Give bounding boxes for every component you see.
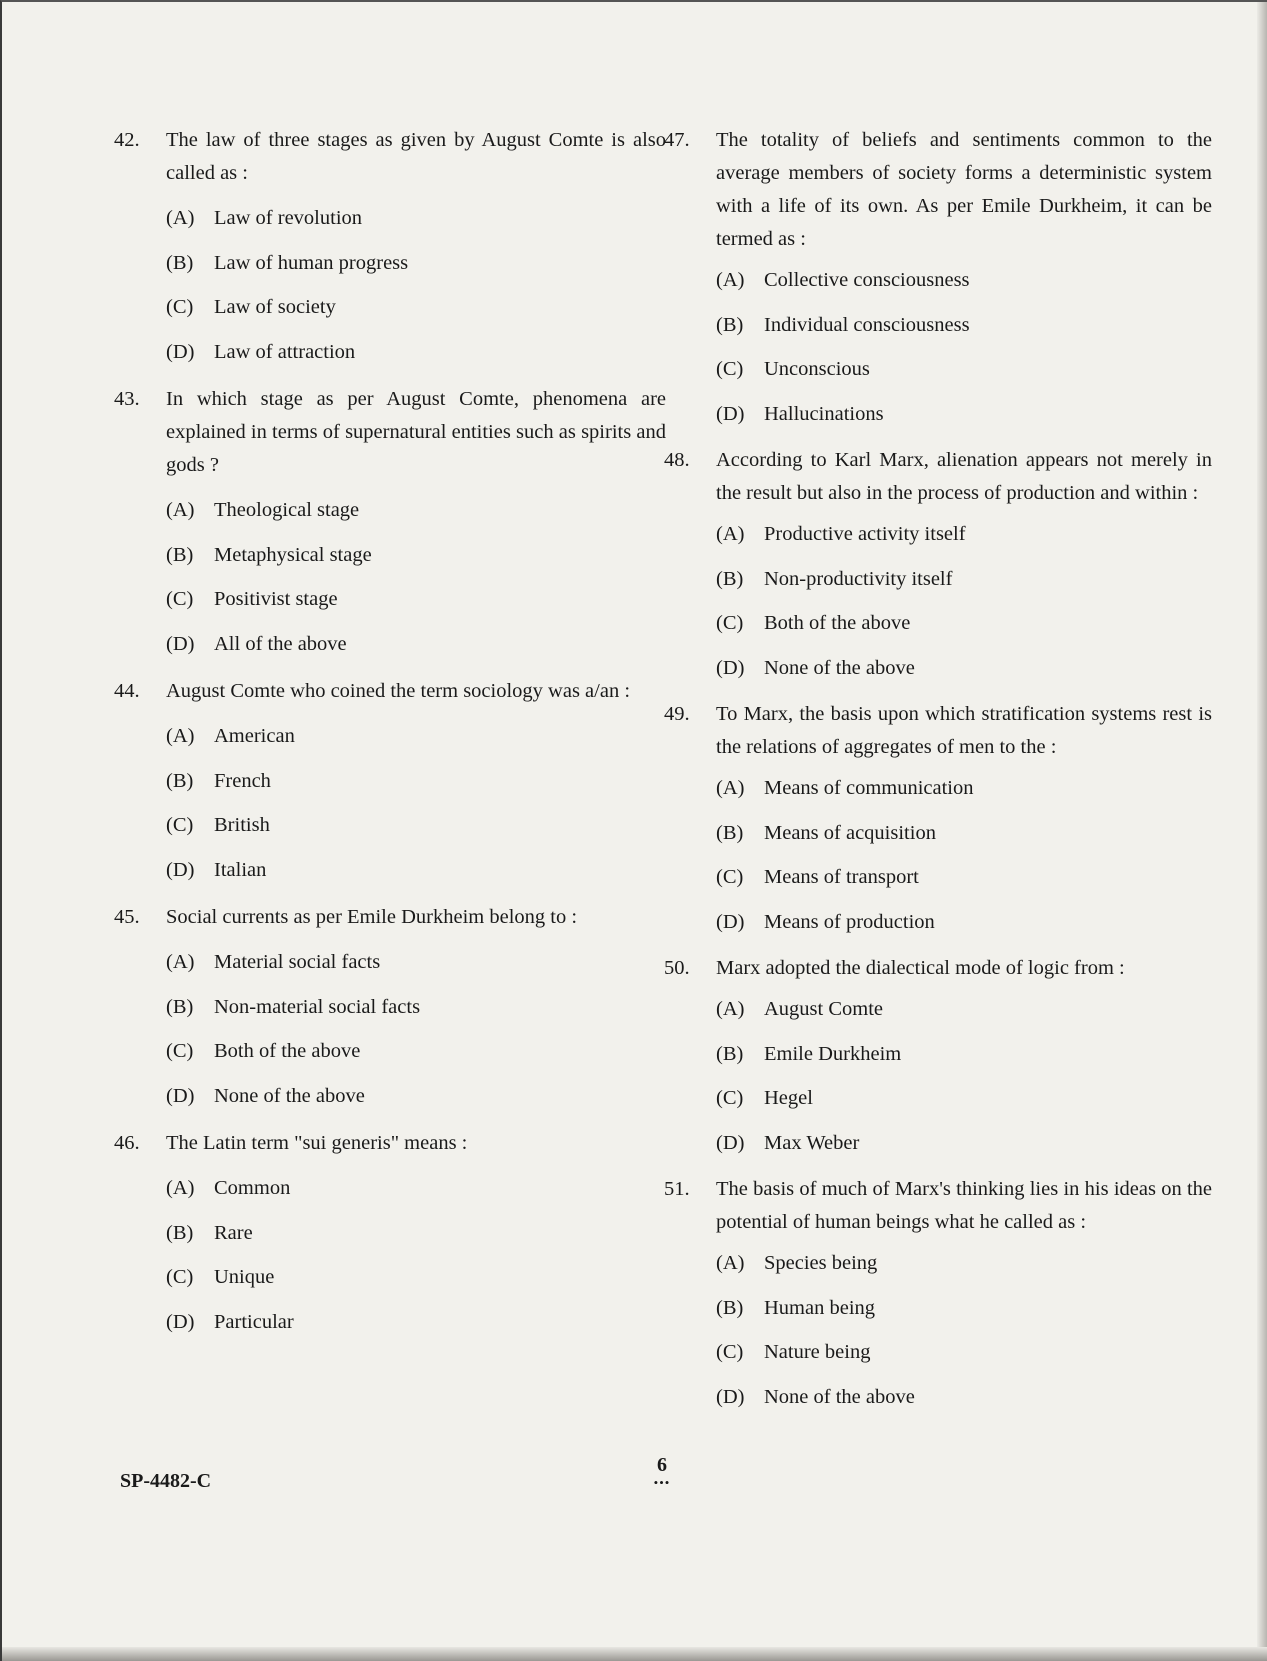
- option-label: (A): [716, 777, 745, 799]
- option-text: Means of transport: [764, 866, 919, 888]
- option-text: Emile Durkheim: [764, 1042, 902, 1065]
- option-a: [716, 264, 1212, 309]
- option-text: Human being: [764, 1296, 876, 1319]
- option-label: (B): [716, 1296, 744, 1319]
- option-text: Productive activity itself: [764, 523, 966, 545]
- option-text: Rare: [214, 1221, 253, 1244]
- question-43: [114, 383, 666, 672]
- question-number: 46.: [114, 1132, 140, 1154]
- option-label: (C): [166, 1040, 194, 1062]
- option-b: [716, 817, 1212, 862]
- option-d: [716, 652, 1212, 697]
- question-51: [664, 1173, 1212, 1425]
- question-text: To Marx, the basis upon which stratification systems rest is the relations of aggregates of men to the :: [716, 703, 1212, 758]
- question-number: 49.: [664, 703, 690, 725]
- options-list: [166, 494, 666, 672]
- option-label: (C): [716, 866, 744, 888]
- option-text: Theological stage: [214, 499, 360, 521]
- options-list: [166, 946, 666, 1124]
- option-d: [166, 1080, 666, 1125]
- question-text: The law of three stages as given by August Comte is also called as :: [166, 129, 666, 184]
- question-44: [114, 675, 666, 898]
- option-d: [166, 1306, 666, 1351]
- option-text: Collective consciousness: [764, 269, 970, 291]
- option-label: (A): [716, 269, 745, 291]
- option-d: [716, 1127, 1212, 1172]
- question-text: Marx adopted the dialectical mode of logic from :: [716, 957, 1125, 979]
- option-label: (D): [716, 910, 745, 933]
- option-label: (C): [716, 358, 744, 380]
- option-text: American: [214, 725, 295, 747]
- option-b: [716, 1038, 1212, 1083]
- option-label: (A): [166, 725, 195, 747]
- option-label: (C): [166, 814, 194, 836]
- option-c: [716, 1336, 1212, 1381]
- option-text: Italian: [214, 858, 267, 881]
- option-text: Hallucinations: [764, 402, 884, 425]
- option-text: Law of society: [214, 296, 336, 318]
- option-text: August Comte: [764, 998, 884, 1020]
- options-list: [166, 720, 666, 898]
- option-text: Law of attraction: [214, 340, 356, 363]
- option-c: [166, 291, 666, 336]
- option-c: [716, 607, 1212, 652]
- question-text: The totality of beliefs and sentiments common to the average members of society forms a deterministic system with a life of its own. As per Emile Durkheim, it can be termed as :: [716, 129, 1212, 250]
- option-b: [166, 991, 666, 1036]
- option-d: [166, 336, 666, 381]
- option-label: (C): [716, 612, 744, 634]
- options-list: [716, 993, 1212, 1171]
- page-dots: •••: [653, 1475, 671, 1490]
- option-label: (B): [166, 543, 194, 566]
- question-number: 51.: [664, 1178, 690, 1200]
- option-b: [166, 765, 666, 810]
- option-a: [716, 1247, 1212, 1292]
- option-text: Common: [214, 1177, 291, 1199]
- option-label: (B): [716, 1042, 744, 1065]
- option-text: Unique: [214, 1266, 275, 1288]
- option-b: [166, 539, 666, 584]
- option-label: (A): [166, 951, 195, 973]
- option-label: (D): [166, 1084, 195, 1107]
- option-text: Individual consciousness: [764, 313, 970, 336]
- question-47: [664, 124, 1212, 442]
- question-46: [114, 1127, 666, 1350]
- option-label: (A): [166, 499, 195, 521]
- option-d: [716, 398, 1212, 443]
- option-label: (B): [166, 995, 194, 1018]
- option-text: Nature being: [764, 1341, 871, 1363]
- option-d: [716, 906, 1212, 951]
- option-a: [166, 946, 666, 991]
- question-number: 45.: [114, 906, 140, 928]
- option-d: [166, 854, 666, 899]
- question-text: In which stage as per August Comte, phenomena are explained in terms of supernatural entities such as spirits and gods ?: [166, 388, 666, 476]
- option-label: (C): [166, 588, 194, 610]
- left-column: [114, 124, 666, 1350]
- option-label: (D): [716, 656, 745, 679]
- options-list: [716, 1247, 1212, 1425]
- options-list: [166, 202, 666, 380]
- option-text: Particular: [214, 1310, 294, 1333]
- option-text: French: [214, 769, 271, 792]
- option-d: [166, 628, 666, 673]
- options-list: [166, 1172, 666, 1350]
- question-text: The basis of much of Marx's thinking lies in his ideas on the potential of human beings what he called as :: [716, 1178, 1212, 1233]
- option-label: (A): [166, 1177, 195, 1199]
- question-text: The Latin term "sui generis" means :: [166, 1132, 468, 1154]
- option-text: Metaphysical stage: [214, 543, 372, 566]
- option-label: (D): [166, 340, 195, 363]
- option-a: [716, 772, 1212, 817]
- option-label: (B): [166, 251, 194, 274]
- option-b: [166, 247, 666, 292]
- option-label: (C): [166, 296, 194, 318]
- option-a: [716, 993, 1212, 1038]
- option-b: [716, 1292, 1212, 1337]
- option-c: [166, 809, 666, 854]
- option-label: (A): [716, 998, 745, 1020]
- options-list: [716, 772, 1212, 950]
- option-label: (D): [716, 402, 745, 425]
- question-text: Social currents as per Emile Durkheim belong to :: [166, 906, 578, 928]
- option-text: Non-productivity itself: [764, 567, 953, 590]
- question-text: August Comte who coined the term sociology was a/an :: [166, 680, 631, 702]
- option-c: [716, 861, 1212, 906]
- option-a: [166, 1172, 666, 1217]
- question-number: 42.: [114, 129, 140, 151]
- question-45: [114, 901, 666, 1124]
- question-42: [114, 124, 666, 380]
- option-label: (D): [166, 632, 195, 655]
- option-text: Means of acquisition: [764, 821, 936, 844]
- option-label: (D): [716, 1385, 745, 1408]
- option-c: [166, 1261, 666, 1306]
- option-text: None of the above: [764, 656, 915, 679]
- option-text: Both of the above: [764, 612, 911, 634]
- option-a: [166, 202, 666, 247]
- option-a: [166, 494, 666, 539]
- option-label: (A): [716, 1252, 745, 1274]
- option-text: British: [214, 814, 270, 836]
- option-c: [716, 353, 1212, 398]
- option-label: (A): [716, 523, 745, 545]
- options-list: [716, 518, 1212, 696]
- option-text: Material social facts: [214, 951, 381, 973]
- option-b: [166, 1217, 666, 1262]
- option-text: Law of human progress: [214, 251, 409, 274]
- option-label: (D): [166, 1310, 195, 1333]
- option-text: Positivist stage: [214, 588, 338, 610]
- option-a: [716, 518, 1212, 563]
- option-text: None of the above: [214, 1084, 365, 1107]
- question-number: 48.: [664, 449, 690, 471]
- option-text: Unconscious: [764, 358, 870, 380]
- option-label: (D): [166, 858, 195, 881]
- question-number: 50.: [664, 957, 690, 979]
- option-label: (C): [716, 1341, 744, 1363]
- option-c: [166, 1035, 666, 1080]
- option-b: [716, 563, 1212, 608]
- option-d: [716, 1381, 1212, 1426]
- option-text: None of the above: [764, 1385, 915, 1408]
- option-text: Species being: [764, 1252, 878, 1274]
- options-list: [716, 264, 1212, 442]
- question-number: 43.: [114, 388, 140, 410]
- option-text: Max Weber: [764, 1131, 860, 1154]
- option-text: Both of the above: [214, 1040, 361, 1062]
- paper-code: SP-4482-C: [120, 1470, 212, 1492]
- option-label: (B): [716, 567, 744, 590]
- question-number: 47.: [664, 129, 690, 151]
- option-label: (C): [716, 1087, 744, 1109]
- option-label: (C): [166, 1266, 194, 1288]
- option-label: (B): [166, 1221, 194, 1244]
- option-text: Non-material social facts: [214, 995, 421, 1018]
- page-number: 6: [657, 1454, 667, 1476]
- option-label: (B): [166, 769, 194, 792]
- question-48: [664, 444, 1212, 696]
- option-text: Law of revolution: [214, 207, 363, 229]
- option-text: Means of production: [764, 910, 935, 933]
- question-50: [664, 952, 1212, 1171]
- option-text: Means of communication: [764, 777, 974, 799]
- option-label: (D): [716, 1131, 745, 1154]
- question-text: According to Karl Marx, alienation appears not merely in the result but also in the process of production and within :: [716, 449, 1212, 504]
- option-text: All of the above: [214, 632, 347, 655]
- option-label: (A): [166, 207, 195, 229]
- option-label: (B): [716, 821, 744, 844]
- question-number: 44.: [114, 680, 140, 702]
- option-a: [166, 720, 666, 765]
- option-c: [166, 583, 666, 628]
- question-49: [664, 698, 1212, 950]
- option-label: (B): [716, 313, 744, 336]
- option-b: [716, 309, 1212, 354]
- option-text: Hegel: [764, 1087, 813, 1109]
- right-column: [664, 124, 1212, 1425]
- option-c: [716, 1082, 1212, 1127]
